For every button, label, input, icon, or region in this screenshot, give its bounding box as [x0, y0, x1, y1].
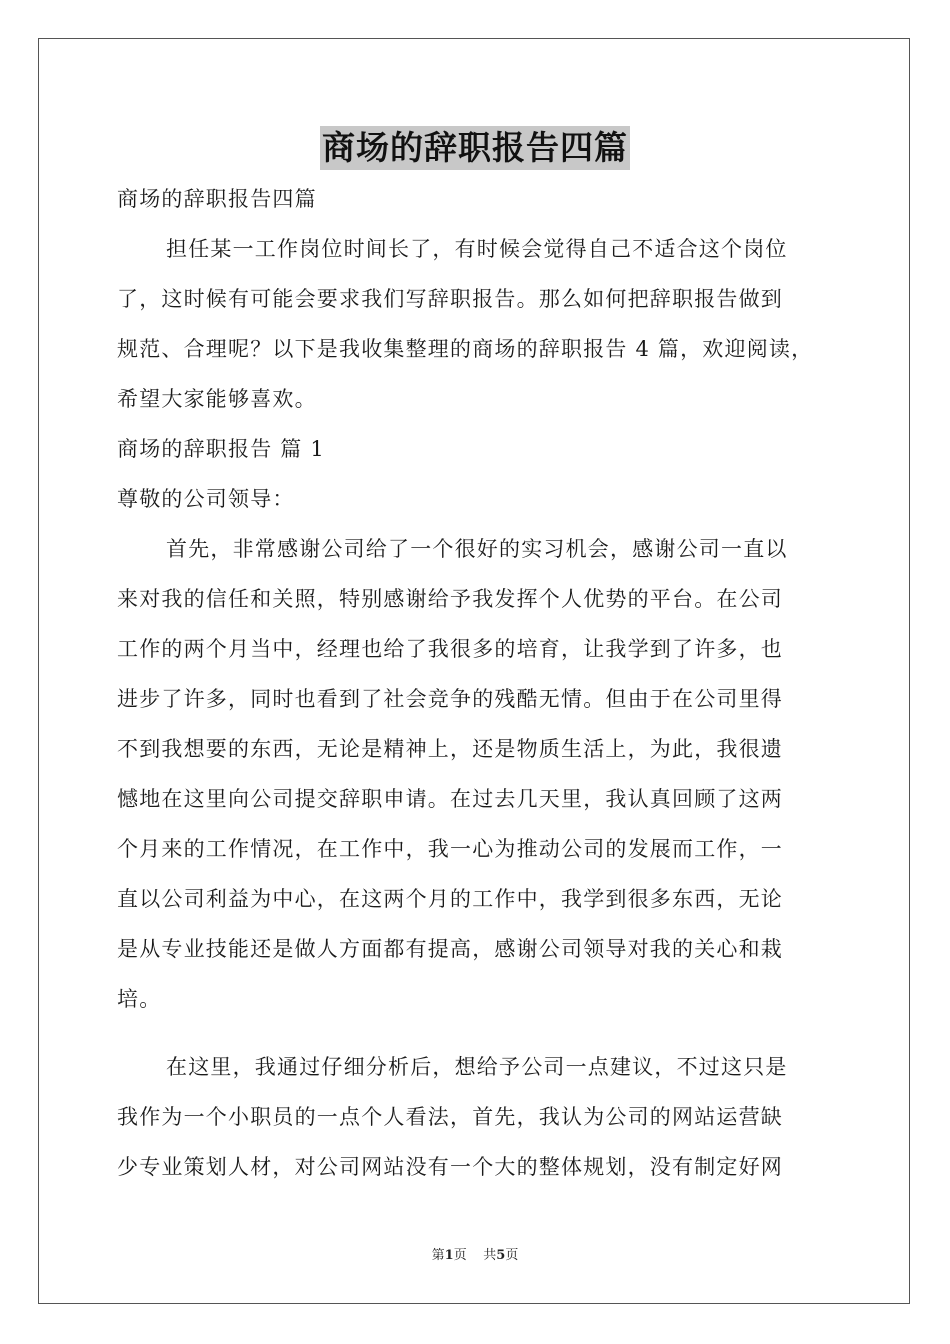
- page-suffix: 页: [453, 1248, 467, 1263]
- paragraph-line: 进步了许多，同时也看到了社会竞争的残酷无情。但由于在公司里得: [117, 687, 783, 711]
- body-paragraph-2: [117, 1046, 835, 1196]
- paragraph-line: 来对我的信任和关照，特别感谢给予我发挥个人优势的平台。在公司: [117, 587, 783, 611]
- paragraph-line: 直以公司利益为中心，在这两个月的工作中，我学到很多东西，无论: [117, 887, 783, 911]
- intro-line: 担任某一工作岗位时间长了，有时候会觉得自己不适合这个岗位: [166, 237, 788, 261]
- document-title: 商场的辞职报告四篇: [320, 126, 630, 170]
- page-prefix: 第: [431, 1248, 445, 1263]
- subtitle-line: 商场的辞职报告四篇: [117, 187, 317, 211]
- paragraph-line: 工作的两个月当中，经理也给了我很多的培育，让我学到了许多，也: [117, 637, 783, 661]
- paragraph-line: 不到我想要的东西，无论是精神上，还是物质生活上，为此，我很遗: [117, 737, 783, 761]
- paragraph-line: 在这里，我通过仔细分析后，想给予公司一点建议，不过这只是: [166, 1055, 788, 1079]
- page-footer: [0, 1244, 950, 1263]
- intro-line: 了，这时候有可能会要求我们写辞职报告。那么如何把辞职报告做到: [117, 287, 783, 311]
- intro-line: 希望大家能够喜欢。: [117, 387, 317, 411]
- paragraph-line: 个月来的工作情况，在工作中，我一心为推动公司的发展而工作，一: [117, 837, 783, 861]
- paragraph-line: 少专业策划人材，对公司网站没有一个大的整体规划，没有制定好网: [117, 1155, 783, 1179]
- paragraph-line: 憾地在这里向公司提交辞职申请。在过去几天里，我认真回顾了这两: [117, 787, 783, 811]
- section-heading: 商场的辞职报告 篇 1: [117, 437, 325, 461]
- paragraph-line: 培。: [117, 987, 162, 1011]
- total-pages: 5: [496, 1248, 506, 1263]
- intro-line: 规范、合理呢？以下是我收集整理的商场的辞职报告 4 篇，欢迎阅读，: [117, 337, 814, 361]
- title-container: [0, 126, 950, 170]
- document-body: [117, 178, 835, 1196]
- paragraph-line: 我作为一个小职员的一点个人看法，首先，我认为公司的网站运营缺: [117, 1105, 783, 1129]
- body-paragraph-1: [117, 528, 835, 1028]
- total-suffix: 页: [505, 1248, 519, 1263]
- paragraph-line: 首先，非常感谢公司给了一个很好的实习机会，感谢公司一直以: [166, 537, 788, 561]
- page-number: 1: [444, 1248, 454, 1263]
- total-prefix: 共: [483, 1248, 497, 1263]
- intro-paragraph: [117, 228, 835, 428]
- paragraph-line: 是从专业技能还是做人方面都有提高，感谢公司领导对我的关心和栽: [117, 937, 783, 961]
- salutation: 尊敬的公司领导：: [117, 487, 295, 511]
- paragraph-spacer: [117, 1028, 835, 1046]
